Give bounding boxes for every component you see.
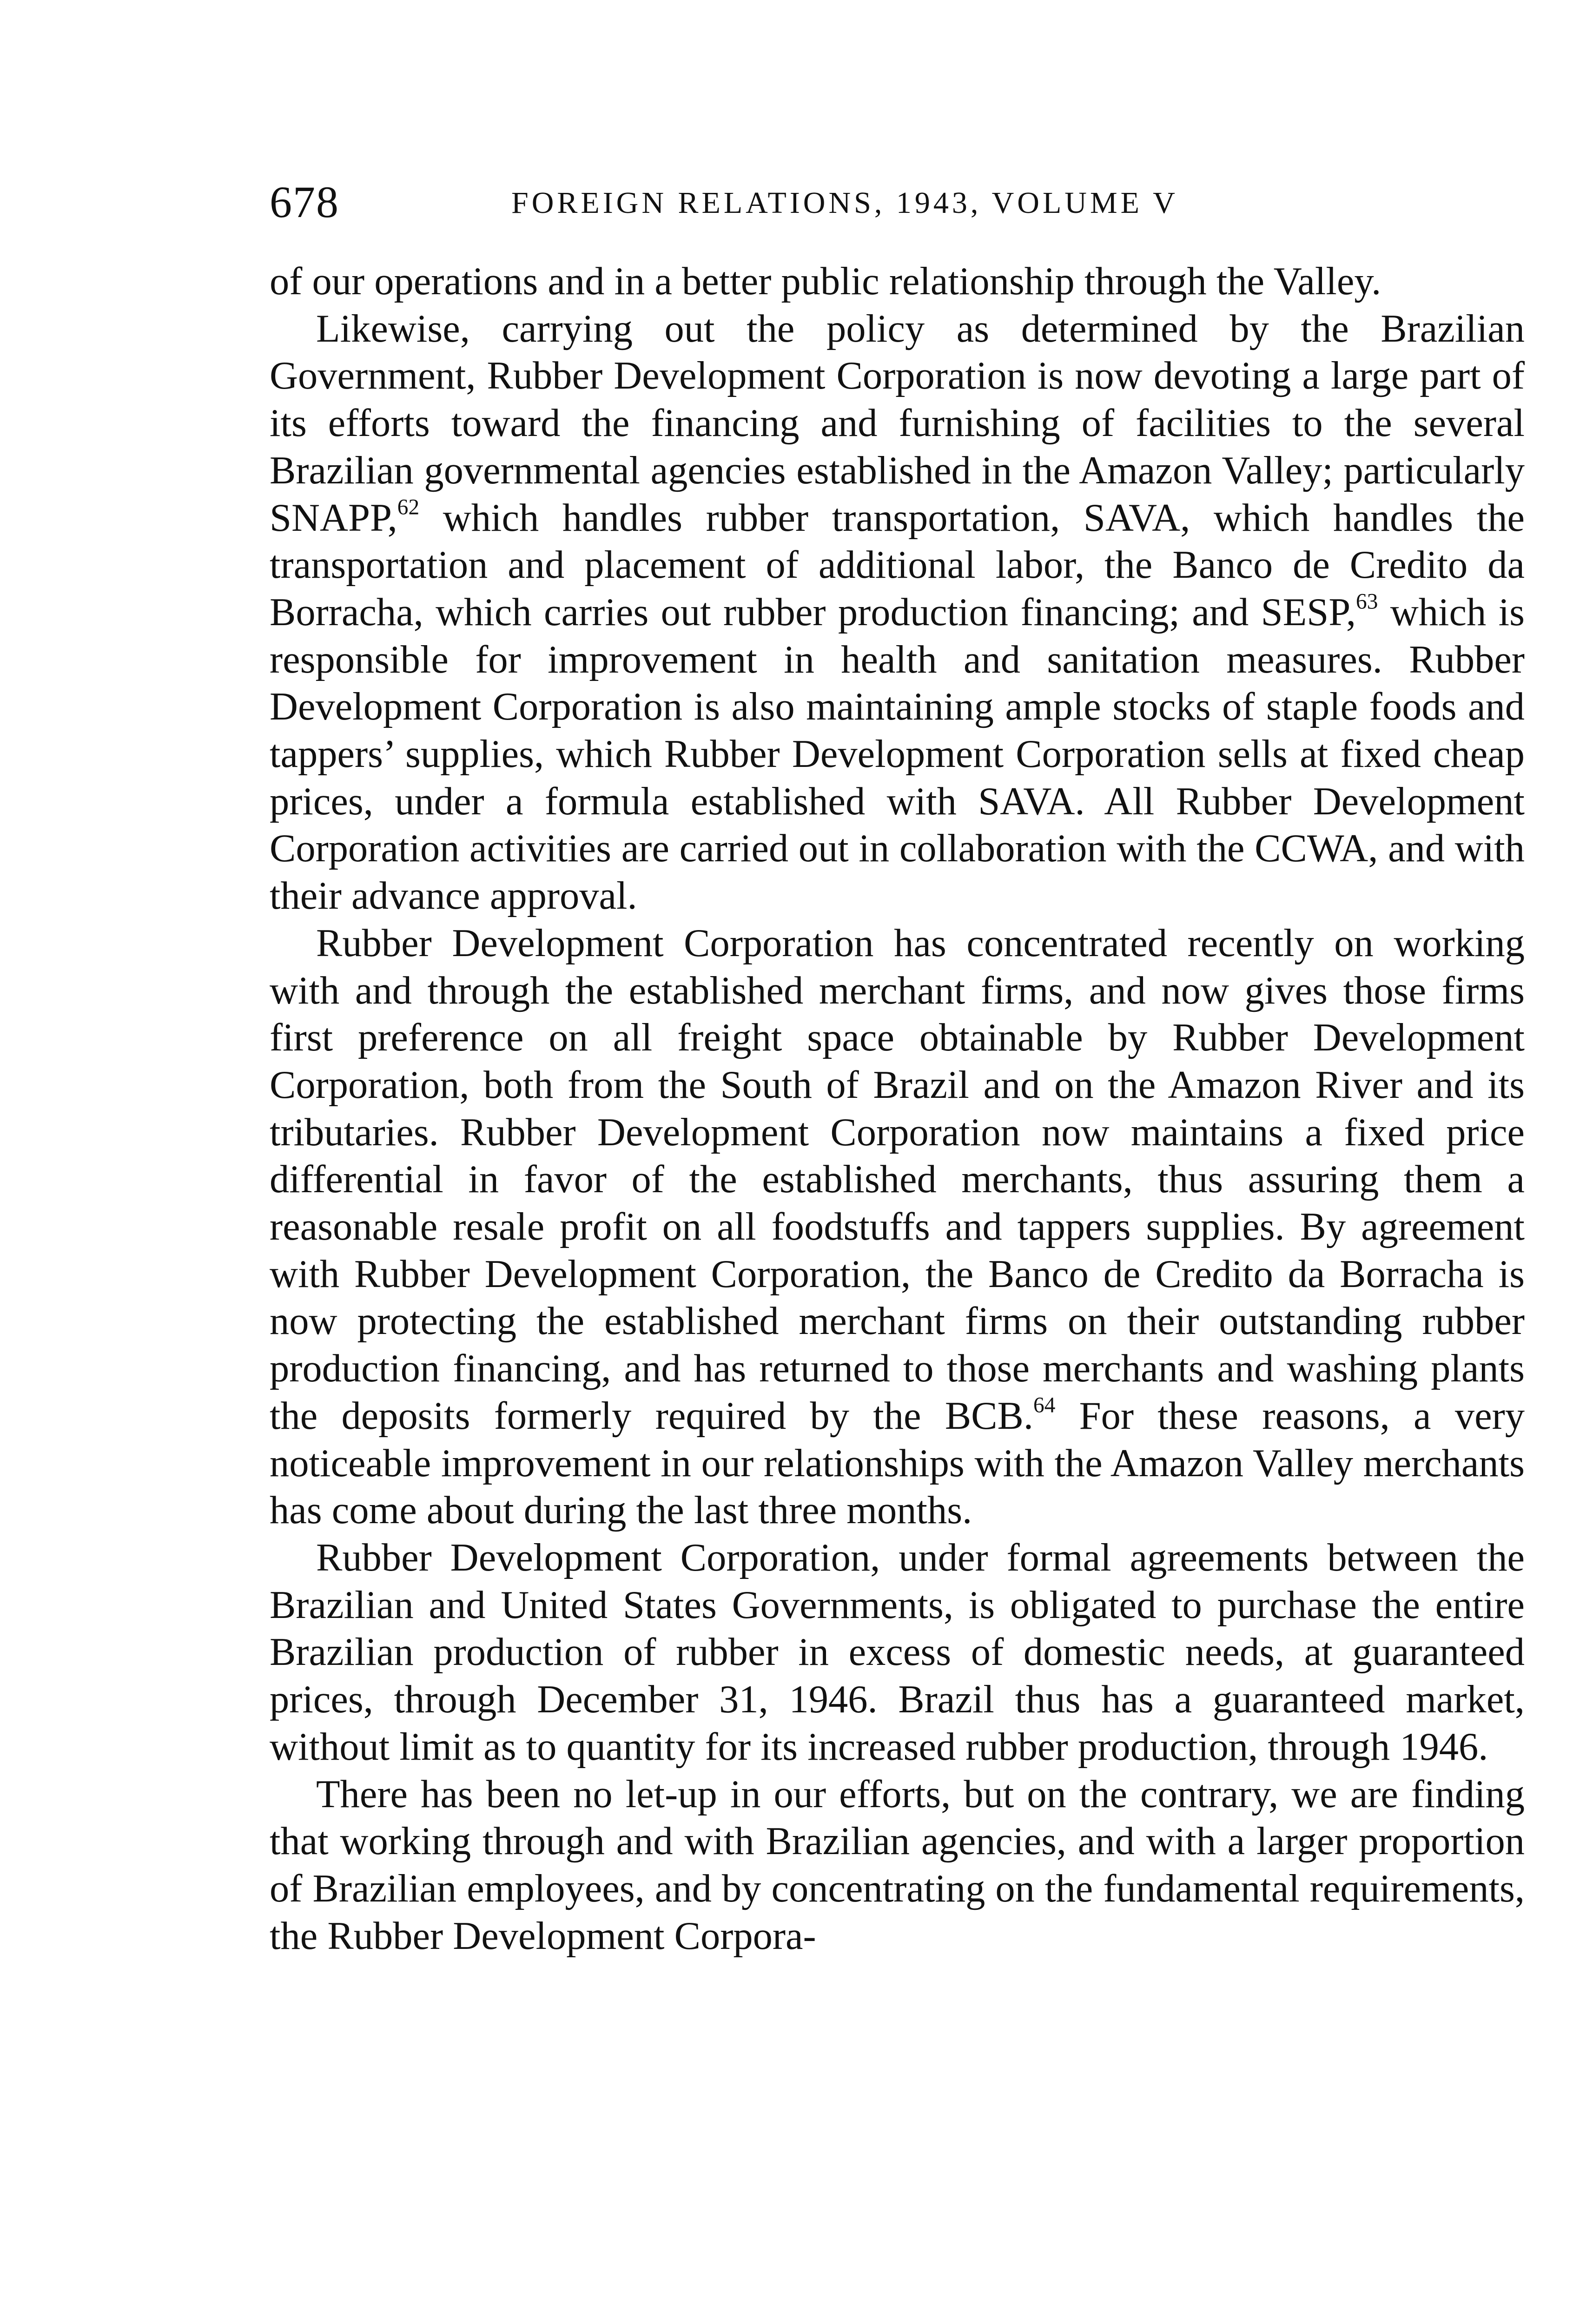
paragraph-text: which handles rubber transportation, SAVA, which handles the transportation and placement of additional labor, the Banco de Credito da Borracha, which carries out rubber production financing; and SESP, <box>270 496 1525 634</box>
paragraph <box>270 1534 1525 1771</box>
paragraph <box>270 305 1525 920</box>
page-header <box>270 177 1543 228</box>
page-number: 678 <box>270 177 339 227</box>
running-head: FOREIGN RELATIONS, 1943, VOLUME V <box>511 186 1178 220</box>
paragraph-continued <box>270 258 1525 305</box>
paragraph <box>270 1771 1525 1960</box>
paragraph <box>270 920 1525 1534</box>
footnote-reference[interactable]: 63 <box>1356 589 1378 614</box>
paragraph-text: which is responsible for improvement in health and sanitation measures. Rubber Development Corporation is also maintaining ample stocks of staple foods and tappers’ supplies, which Rubber Development Corporation sells at fixed cheap prices, under a formula established with SAVA. All Rubber Development Corporation activities are carried out in collaboration with the CCWA, and with their advance approval. <box>270 590 1525 918</box>
footnote-reference[interactable]: 62 <box>397 495 420 520</box>
paragraph-text: of our operations and in a better public relationship through the Valley. <box>270 260 1381 303</box>
paragraph-text: For these reasons, a very noticeable improvement in our relationships with the Amazon Valley merchants has come about during the last three months. <box>270 1394 1525 1532</box>
paragraph-text: Rubber Development Corporation has concentrated recently on working with and through the established merchant firms, and now gives those firms first preference on all freight space obtainable by Rubber Development Corporation, both from the South of Brazil and on the Amazon River and its tributaries. Rubber Development Corporation now maintains a fixed price differential in favor of the established merchants, thus assuring them a reasonable resale profit on all foodstuffs and tappers supplies. By agreement with Rubber Development Corporation, the Banco de Credito da Borracha is now protecting the established merchant firms on their outstanding rubber production financing, and has returned to those merchants and washing plants the deposits formerly required by the BCB. <box>270 921 1525 1438</box>
footnote-reference[interactable]: 64 <box>1033 1393 1056 1418</box>
paragraph-text: There has been no let-up in our efforts, but on the contrary, we are finding that working through and with Brazilian agencies, and with a larger proportion of Brazilian employees, and by concentrating on the fundamental requirements, the Rubber Development Corpora- <box>270 1772 1525 1958</box>
paragraph-text: Likewise, carrying out the policy as determined by the Brazilian Government, Rubber Development Corporation is now devoting a large part of its efforts toward the financing and furnishing of facilities to the several Brazilian governmental agencies established in the Amazon Valley; particularly SNAPP, <box>270 307 1525 540</box>
paragraph-text: Rubber Development Corporation, under formal agreements between the Brazilian and United States Governments, is obligated to purchase the entire Brazilian production of rubber in excess of domestic needs, at guaranteed prices, through December 31, 1946. Brazil thus has a guaranteed market, without limit as to quantity for its increased rubber production, through 1946. <box>270 1536 1525 1769</box>
body-text <box>270 258 1525 1960</box>
